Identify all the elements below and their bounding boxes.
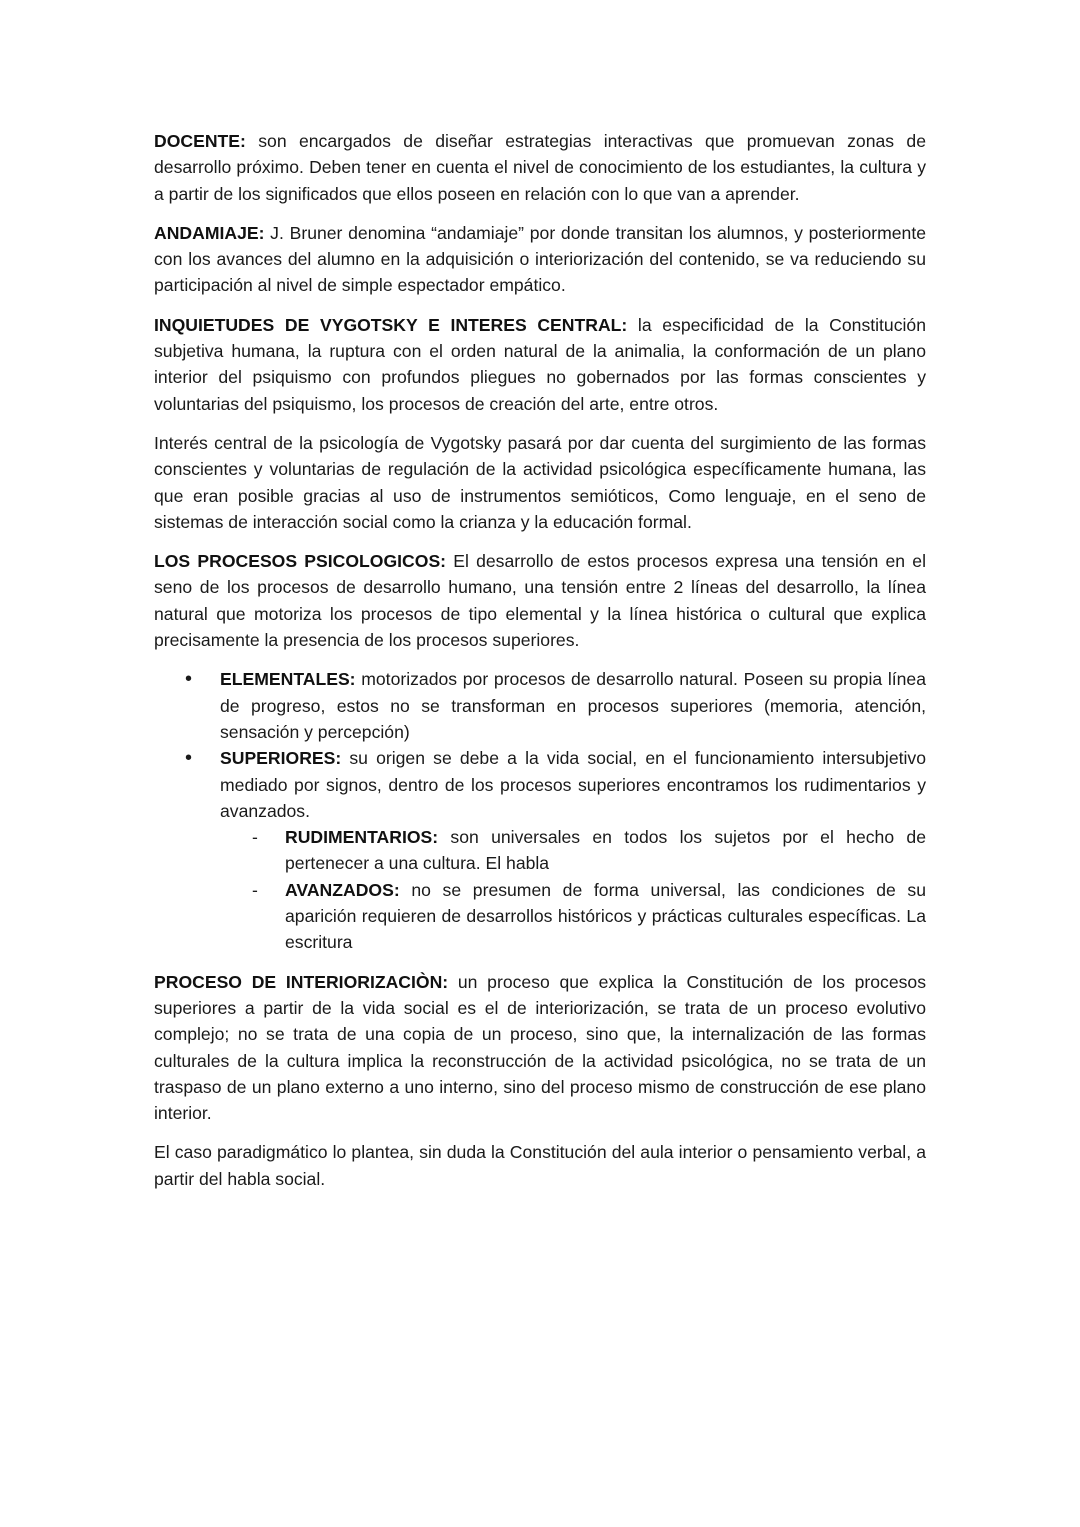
text-superiores: su origen se debe a la vida social, en el funcionamiento intersubjetivo mediado por signos, dentro de los procesos superiores encontramos los rudimentarios y avanzados. — [220, 748, 926, 821]
paragraph-caso-paradigmatico — [154, 1139, 926, 1192]
paragraph-procesos-psicologicos — [154, 548, 926, 653]
document-page — [154, 128, 926, 1205]
text-caso-paradigmatico: El caso paradigmático lo plantea, sin duda la Constitución del aula interior o pensamiento verbal, a partir del habla social. — [154, 1142, 926, 1189]
bullet-list-procesos — [154, 666, 926, 955]
list-item-rudimentarios — [220, 824, 926, 877]
heading-docente: DOCENTE: — [154, 131, 246, 151]
heading-andamiaje: ANDAMIAJE: — [154, 222, 265, 243]
text-rudimentarios: son universales en todos los sujetos por el hecho de pertenecer a una cultura. El habla — [285, 827, 926, 874]
paragraph-interes-central — [154, 430, 926, 535]
heading-rudimentarios: RUDIMENTARIOS: — [285, 827, 439, 848]
heading-superiores: SUPERIORES: — [220, 748, 342, 769]
paragraph-andamiaje — [154, 220, 926, 299]
heading-elementales: ELEMENTALES: — [220, 669, 356, 690]
text-procesos-psicologicos: El desarrollo de estos procesos expresa una tensión en el seno de los procesos de desarrollo humano, una tensión entre 2 líneas del desarrollo, la línea natural que motoriza los procesos de tipo elemental y la línea histórica o cultural que explica precisamente la presencia de los procesos superiores. — [154, 551, 926, 651]
bullet-icon: • — [185, 668, 193, 691]
paragraph-docente — [154, 128, 926, 207]
text-interes-central: Interés central de la psicología de Vygotsky pasará por dar cuenta del surgimiento de las formas conscientes y voluntarias de regulación de la actividad psicológica específicamente humana, las que eran posible gracias al uso de instrumentos semióticos, Como lenguaje, en el seno de sistemas de interacción social como la crianza y la educación formal. — [154, 432, 926, 532]
list-item-elementales — [154, 666, 926, 745]
paragraph-inquietudes — [154, 312, 926, 417]
heading-inquietudes: INQUIETUDES DE VYGOTSKY E INTERES CENTRAL: — [154, 314, 628, 335]
text-elementales: motorizados por procesos de desarrollo natural. Poseen su propia línea de progreso, estos no se transforman en procesos superiores (memoria, atención, sensación y percepción) — [220, 669, 926, 742]
bullet-icon: • — [185, 747, 193, 770]
text-avanzados: no se presumen de forma universal, las condiciones de su aparición requieren de desarrollos históricos y prácticas culturales específicas. La escritura — [285, 879, 926, 953]
text-inquietudes: la especificidad de la Constitución subjetiva humana, la ruptura con el orden natural de la animalia, la conformación de un plano interior del psiquismo con profundos pliegues no gobernados por las formas conscientes y voluntarias del psiquismo, los procesos de creación del arte, entre otros. — [154, 314, 926, 414]
paragraph-interiorizacion — [154, 969, 926, 1127]
text-interiorizacion: un proceso que explica la Constitución de los procesos superiores a partir de la vida social es el de interiorización, se trata de un proceso evolutivo complejo; no se trata de una copia de un proceso, sino que, la internalización de las formas culturales de la cultura implica la reconstrucción de la actividad psicológica, no se trata de un traspaso de un plano externo a uno interno, sino del proceso mismo de construcción de ese plano interior. — [154, 971, 926, 1124]
heading-procesos-psicologicos: LOS PROCESOS PSICOLOGICOS: — [154, 551, 447, 572]
dash-icon: - — [252, 879, 258, 900]
dash-list-superiores — [220, 824, 926, 955]
list-item-superiores — [154, 745, 926, 955]
text-andamiaje: J. Bruner denomina “andamiaje” por donde transitan los alumnos, y posteriormente con los avances del alumno en la adquisición o interiorización del contenido, se va reduciendo su participación al nivel de simple espectador empático. — [154, 222, 926, 296]
heading-avanzados: AVANZADOS: — [285, 879, 400, 900]
text-docente: son encargados de diseñar estrategias interactivas que promuevan zonas de desarrollo próximo. Deben tener en cuenta el nivel de conocimiento de los estudiantes, la cultura y a partir de los significados que ellos poseen en relación con lo que van a aprender. — [154, 131, 926, 204]
list-item-avanzados — [220, 877, 926, 956]
dash-icon: - — [252, 827, 258, 848]
heading-interiorizacion: PROCESO DE INTERIORIZACIÒN: — [154, 971, 449, 992]
